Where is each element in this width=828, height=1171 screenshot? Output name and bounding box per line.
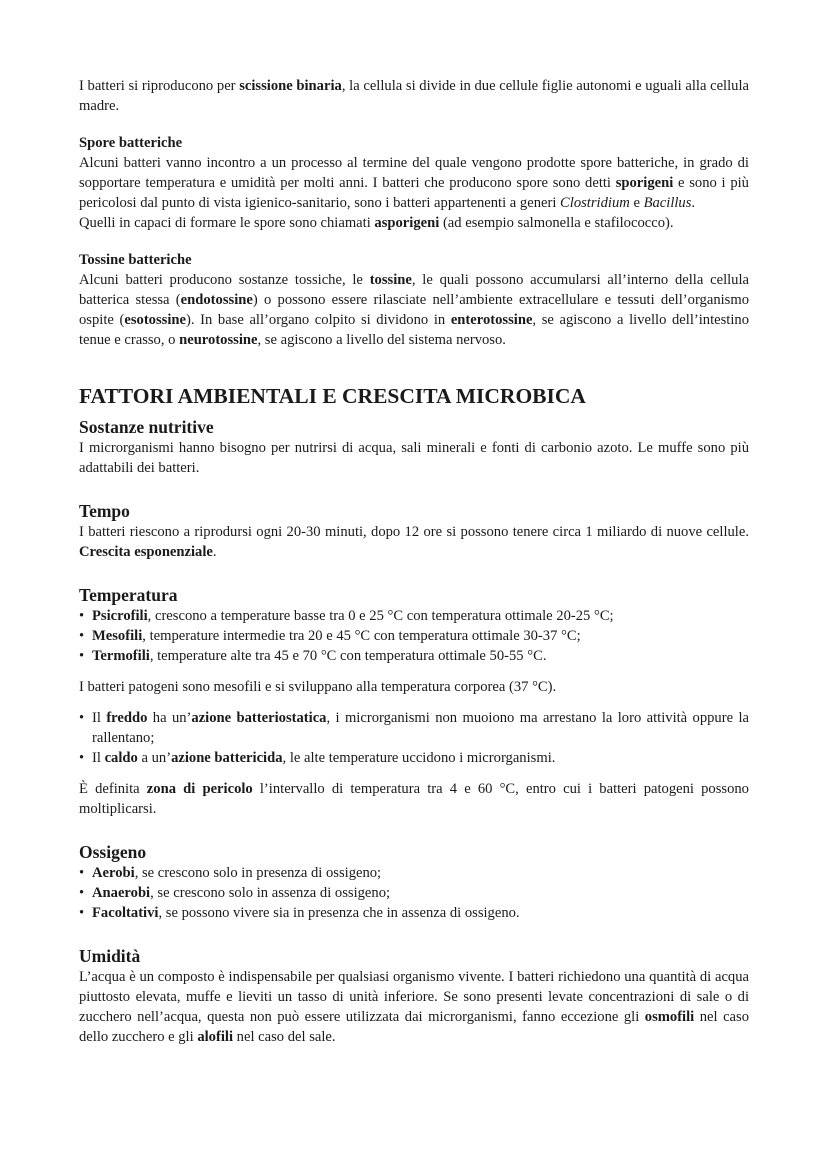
umidita-title: Umidità — [79, 946, 141, 966]
section-nutrienti — [79, 416, 749, 478]
list-item: • Termofili, temperature alte tra 45 e 70 °C con temperatura ottimale 50-55 °C. — [79, 646, 749, 666]
section-spore — [79, 133, 749, 233]
list-item: • Il caldo a un’azione battericida, le alte temperature uccidono i microrganismi. — [79, 748, 749, 768]
intro-paragraph: I batteri si riproducono per scissione binaria, la cellula si divide in due cellule figlie autonomi e uguali alla cellula madre. — [79, 78, 749, 114]
spore-title: Spore batteriche — [79, 135, 183, 151]
list-item: • Anaerobi, se crescono solo in assenza di ossigeno; — [79, 883, 749, 903]
tossine-paragraph: Alcuni batteri producono sostanze tossiche, le tossine, le quali possono accumularsi all’interno della cellula batterica stessa (endotossine) o possono essere rilasciate nell’ambiente extracellulare e tessuti dell’organismo ospite (esotossine). In base all’organo colpito si dividono in enterotossine, se agiscono a livello dell’intestino tenue e crasso, o neurotossine, se agiscono a livello del sistema nervoso. — [79, 272, 750, 348]
azione-list — [79, 708, 749, 768]
ossigeno-list — [79, 863, 749, 923]
section-ossigeno — [79, 841, 749, 923]
temperatura-mid-paragraph: I batteri patogeni sono mesofili e si sviluppano alla temperatura corporea (37 °C). — [79, 679, 557, 695]
list-item: • Psicrofili, crescono a temperature basse tra 0 e 25 °C con temperatura ottimale 20-25 °C; — [79, 606, 749, 626]
tossine-title: Tossine batteriche — [79, 252, 192, 268]
zona-pericolo-paragraph: È definita zona di pericolo l’intervallo di temperatura tra 4 e 60 °C, entro cui i batteri patogeni possono moltiplicarsi. — [79, 781, 749, 817]
tempo-title: Tempo — [79, 501, 130, 521]
nutrienti-title: Sostanze nutritive — [79, 417, 214, 437]
spore-paragraph-2: Quelli in capaci di formare le spore sono chiamati asporigeni (ad esempio salmonella e stafilococco). — [79, 215, 674, 231]
main-heading: FATTORI AMBIENTALI E CRESCITA MICROBICA — [79, 384, 586, 408]
section-tossine — [79, 250, 749, 350]
temperatura-list — [79, 606, 749, 666]
list-item: • Mesofili, temperature intermedie tra 20 e 45 °C con temperatura ottimale 30-37 °C; — [79, 626, 749, 646]
list-item: • Facoltativi, se possono vivere sia in presenza che in assenza di ossigeno. — [79, 903, 749, 923]
list-item: • Il freddo ha un’azione batteriostatica, i microrganismi non muoiono ma arrestano la loro attività oppure la rallentano; — [79, 708, 749, 748]
section-umidita — [79, 945, 749, 1047]
list-item: • Aerobi, se crescono solo in presenza di ossigeno; — [79, 863, 749, 883]
section-temperatura — [79, 584, 749, 819]
section-tempo — [79, 500, 749, 562]
umidita-paragraph: L’acqua è un composto è indispensabile per qualsiasi organismo vivente. I batteri richiedono una quantità di acqua piuttosto elevata, muffe e lieviti un tasso di unità inferiore. Se sono presenti levate concentrazioni di sale o di zucchero nell’acqua, questa non può essere utilizzata dai microrganismi, fanno eccezione gli osmofili nel caso dello zucchero e gli alofili nel caso del sale. — [79, 969, 749, 1045]
tempo-paragraph: I batteri riescono a riprodursi ogni 20-30 minuti, dopo 12 ore si possono tenere circa 1 miliardo di nuove cellule. Crescita esponenziale. — [79, 524, 749, 560]
ossigeno-title: Ossigeno — [79, 842, 147, 862]
temperatura-title: Temperatura — [79, 585, 178, 605]
spore-paragraph-1: Alcuni batteri vanno incontro a un processo al termine del quale vengono prodotte spore batteriche, in grado di sopportare temperatura e umidità per molti anni. I batteri che producono spore sono detti sporigeni e sono i più pericolosi dal punto di vista igienico-sanitario, sono i batteri appartenenti a generi Clostridium e Bacillus. — [79, 155, 749, 211]
nutrienti-paragraph: I microrganismi hanno bisogno per nutrirsi di acqua, sali minerali e fonti di carbonio azoto. Le muffe sono più adattabili dei batteri. — [79, 440, 749, 476]
